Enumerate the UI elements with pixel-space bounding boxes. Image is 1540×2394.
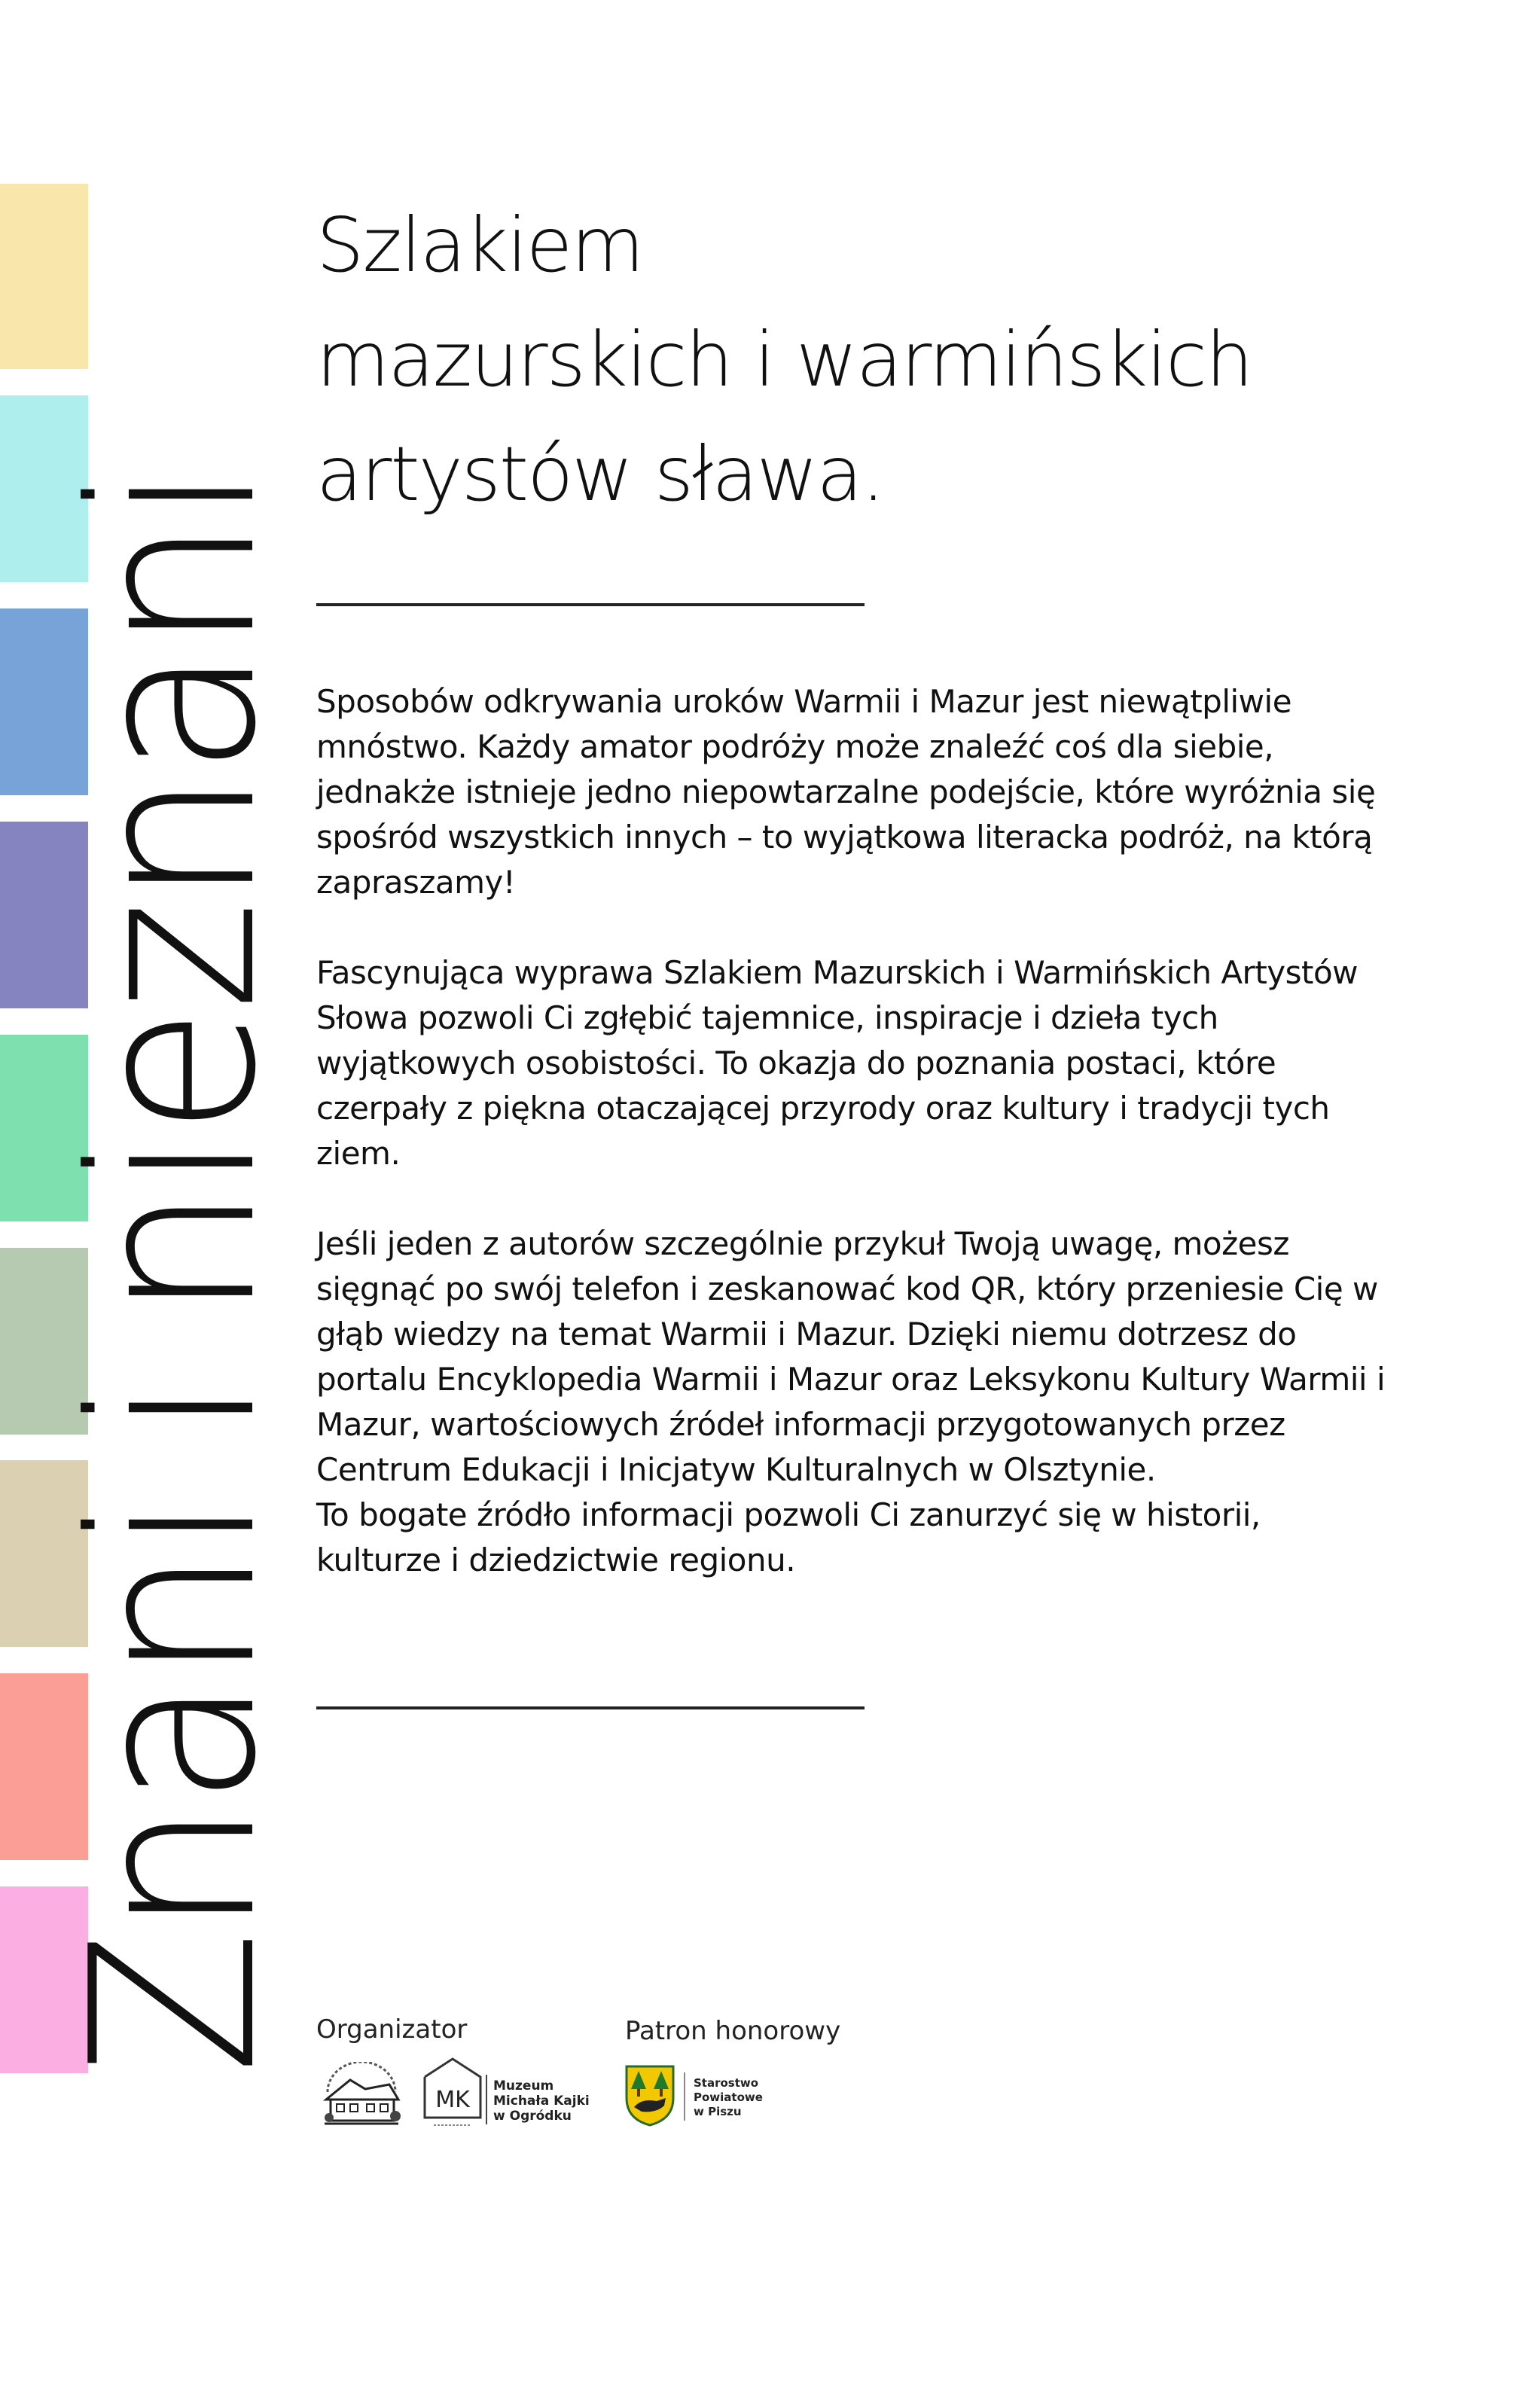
organizer-building-logo bbox=[320, 2062, 403, 2130]
top-divider bbox=[316, 603, 865, 606]
starostwo-divider bbox=[684, 2072, 685, 2121]
museum-divider bbox=[486, 2075, 487, 2124]
patron-label: Patron honorowy bbox=[625, 2016, 841, 2046]
starostwo-name bbox=[694, 2076, 763, 2119]
starostwo-crest-logo bbox=[624, 2063, 676, 2127]
paragraph-qr bbox=[316, 1221, 1386, 1583]
museum-name-line-3: w Ogródku bbox=[493, 2109, 572, 2124]
starostwo-name-line-3: w Piszu bbox=[694, 2105, 742, 2118]
museum-name-line-1: Muzeum bbox=[493, 2078, 554, 2094]
museum-monogram: MK bbox=[435, 2087, 470, 2113]
bottom-divider bbox=[316, 1706, 865, 1709]
page-title bbox=[316, 188, 1446, 532]
organizer-label: Organizator bbox=[316, 2014, 468, 2045]
museum-name bbox=[493, 2078, 590, 2124]
paragraph-qr-end: To bogate źródło informacji pozwoli Ci zanurzyć się w historii, kulturze i dziedzictwie regionu. bbox=[316, 1496, 1261, 1578]
vertical-title-text: Znani i nieznani bbox=[43, 468, 306, 2075]
starostwo-name-line-2: Powiatowe bbox=[694, 2091, 763, 2104]
title-line-2: mazurskich i warmińskich bbox=[316, 316, 1252, 404]
paragraph-qr-main: Jeśli jeden z autorów szczególnie przykuł Twoją uwagę, możesz sięgnąć po swój telefon i zeskanować kod QR, który przeniesie Cię w głąb wiedzy na temat Warmii i Mazur. Dzięki niemu dotrzesz do portalu Encyklopedia Warmii i Mazur oraz Leksykonu Kultury Warmii i Mazur, wartościowych źródeł informacji przygotowanych przez Centrum Edukacji i Inicjatyw Kulturalnych w Olsztynie. bbox=[316, 1225, 1386, 1488]
paragraph-journey: Fascynująca wyprawa Szlakiem Mazurskich i Warmińskich Artystów Słowa pozwoli Ci zgłębić tajemnice, inspiracje i dzieła tych wyjątkowych osobistości. To okazja do poznania postaci, które czerpały z piękna otaczającej przyrody oraz kultury i tradycji tych ziem. bbox=[316, 954, 1359, 1172]
vertical-title bbox=[43, 177, 306, 2075]
museum-name-line-2: Michała Kajki bbox=[493, 2094, 590, 2109]
paragraph-intro: Sposobów odkrywania uroków Warmii i Mazur jest niewątpliwie mnóstwo. Każdy amator podróży może znaleźć coś dla siebie, jednakże istnieje jedno niepowtarzalne podejście, które wyróżnia się spośród wszystkich innych – to wyjątkowa literacka podróż, na którą zapraszamy! bbox=[316, 683, 1376, 901]
title-line-3: artystów sława. bbox=[316, 430, 884, 518]
museum-mk-logo bbox=[422, 2056, 483, 2131]
starostwo-name-line-1: Starostwo bbox=[694, 2076, 759, 2090]
body-text bbox=[316, 679, 1386, 1583]
title-line-1: Szlakiem bbox=[316, 201, 643, 289]
